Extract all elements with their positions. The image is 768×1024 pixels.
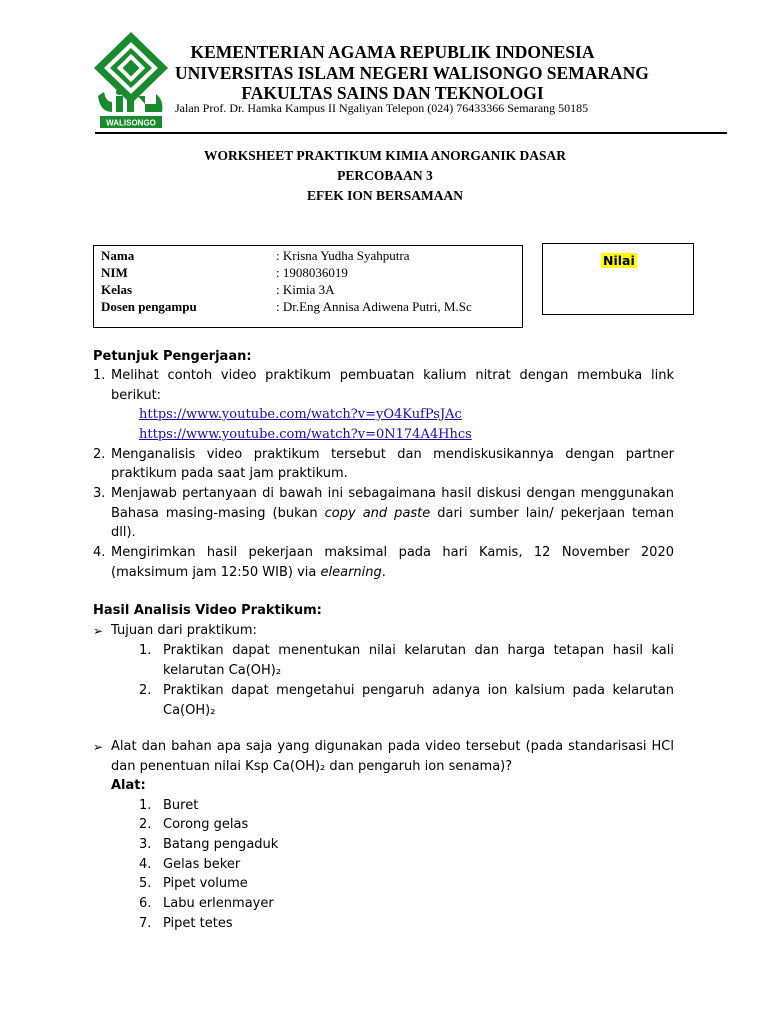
grade-box bbox=[542, 243, 694, 315]
tools-label: Alat: bbox=[111, 778, 146, 793]
tool-item: Pipet tetes bbox=[163, 916, 233, 931]
header-university: UNIVERSITAS ISLAM NEGERI WALISONGO SEMARANG bbox=[175, 63, 649, 83]
instruction-3-line2: Bahasa masing-masing (bukan copy and paste dari sumber lain/ pekerjaan teman bbox=[111, 506, 675, 521]
item-number: 4. bbox=[93, 545, 106, 560]
logo-caption: WALISONGO bbox=[106, 118, 156, 128]
instruction-4-line1: Mengirimkan hasil pekerjaan maksimal pada hari Kamis, 12 November 2020 bbox=[111, 545, 674, 560]
tool-item: Buret bbox=[163, 798, 199, 813]
instruction-1-line1: Melihat contoh video praktikum pembuatan kalium nitrat dengan membuka link bbox=[111, 368, 674, 383]
tool-item: Gelas beker bbox=[163, 857, 241, 872]
instruction-3-line1: Menjawab pertanyaan di bawah ini sebagaimana hasil diskusi dengan menggunakan bbox=[111, 486, 674, 501]
tool-item: Batang pengaduk bbox=[163, 837, 279, 852]
info-label: Nama bbox=[101, 248, 135, 263]
objective-2-line2: Ca(OH)₂ bbox=[163, 703, 216, 718]
tool-item: Corong gelas bbox=[163, 817, 249, 832]
item-number: 1. bbox=[139, 643, 152, 658]
topic-title: EFEK ION BERSAMAAN bbox=[306, 188, 463, 203]
header-faculty: FAKULTAS SAINS DAN TEKNOLOGI bbox=[241, 83, 544, 103]
item-number: 7. bbox=[139, 916, 152, 931]
info-label: NIM bbox=[101, 265, 128, 280]
info-row-nim bbox=[94, 265, 522, 283]
item-number: 1. bbox=[93, 368, 106, 383]
item-number: 3. bbox=[93, 486, 106, 501]
item-number: 3. bbox=[139, 837, 152, 852]
objectives-label: Tujuan dari praktikum: bbox=[111, 623, 257, 638]
video-link-1[interactable]: https://www.youtube.com/watch?v=yO4KufPsJAc bbox=[139, 407, 462, 422]
objective-1-line2: kelarutan Ca(OH)₂ bbox=[163, 663, 282, 678]
info-value: : Kimia 3A bbox=[276, 282, 335, 297]
header-address: Jalan Prof. Dr. Hamka Kampus II Ngaliyan Telepon (024) 76433366 Semarang 50185 bbox=[175, 101, 589, 115]
info-row-nama bbox=[94, 248, 522, 266]
item-number: 2. bbox=[139, 817, 152, 832]
item-number: 2. bbox=[139, 683, 152, 698]
percobaan-title: PERCOBAAN 3 bbox=[337, 168, 433, 183]
info-value: : Krisna Yudha Syahputra bbox=[276, 248, 410, 263]
instruction-3-line3: dll). bbox=[111, 525, 136, 540]
item-number: 6. bbox=[139, 896, 152, 911]
info-label: Kelas bbox=[101, 282, 133, 297]
info-row-kelas bbox=[94, 282, 522, 300]
info-row-dosen bbox=[94, 299, 522, 317]
question-line2: dan penentuan nilai Ksp Ca(OH)₂ dan pengaruh ion senama)? bbox=[111, 759, 513, 774]
instructions-heading: Petunjuk Pengerjaan: bbox=[93, 349, 252, 364]
item-number: 1. bbox=[139, 798, 152, 813]
instruction-1-line2: berikut: bbox=[111, 388, 162, 403]
results-heading: Hasil Analisis Video Praktikum: bbox=[93, 603, 322, 618]
instruction-2-line2: praktikum pada saat jam praktikum. bbox=[111, 466, 348, 481]
objective-1-line1: Praktikan dapat menentukan nilai kelarutan dan harga tetapan hasil kali bbox=[163, 643, 674, 658]
arrow-bullet-icon: ➢ bbox=[93, 740, 104, 754]
info-value: : Dr.Eng Annisa Adiwena Putri, M.Sc bbox=[276, 299, 472, 314]
info-label: Dosen pengampu bbox=[101, 299, 197, 314]
worksheet-title: WORKSHEET PRAKTIKUM KIMIA ANORGANIK DASAR bbox=[203, 148, 567, 163]
tool-item: Pipet volume bbox=[163, 876, 248, 891]
objective-2-line1: Praktikan dapat mengetahui pengaruh adanya ion kalsium pada kelarutan bbox=[163, 683, 674, 698]
item-number: 5. bbox=[139, 876, 152, 891]
arrow-bullet-icon: ➢ bbox=[93, 624, 104, 638]
item-number: 4. bbox=[139, 857, 152, 872]
grade-label: Nilai bbox=[603, 253, 635, 268]
header-ministry: KEMENTERIAN AGAMA REPUBLIK INDONESIA bbox=[190, 42, 595, 62]
info-value: : 1908036019 bbox=[276, 265, 348, 280]
university-logo bbox=[90, 30, 172, 132]
question-line1: Alat dan bahan apa saja yang digunakan pada video tersebut (pada standarisasi HCl bbox=[111, 739, 674, 754]
instruction-4-line2: (maksimum jam 12:50 WIB) via elearning. bbox=[111, 565, 386, 580]
instruction-2-line1: Menganalisis video praktikum tersebut dan mendiskusikannya dengan partner bbox=[111, 447, 674, 462]
video-link-2[interactable]: https://www.youtube.com/watch?v=0N174A4Hhcs bbox=[139, 427, 472, 442]
tool-item: Labu erlenmayer bbox=[163, 896, 274, 911]
student-info-box bbox=[93, 245, 523, 328]
item-number: 2. bbox=[93, 447, 106, 462]
header-divider bbox=[95, 132, 727, 134]
